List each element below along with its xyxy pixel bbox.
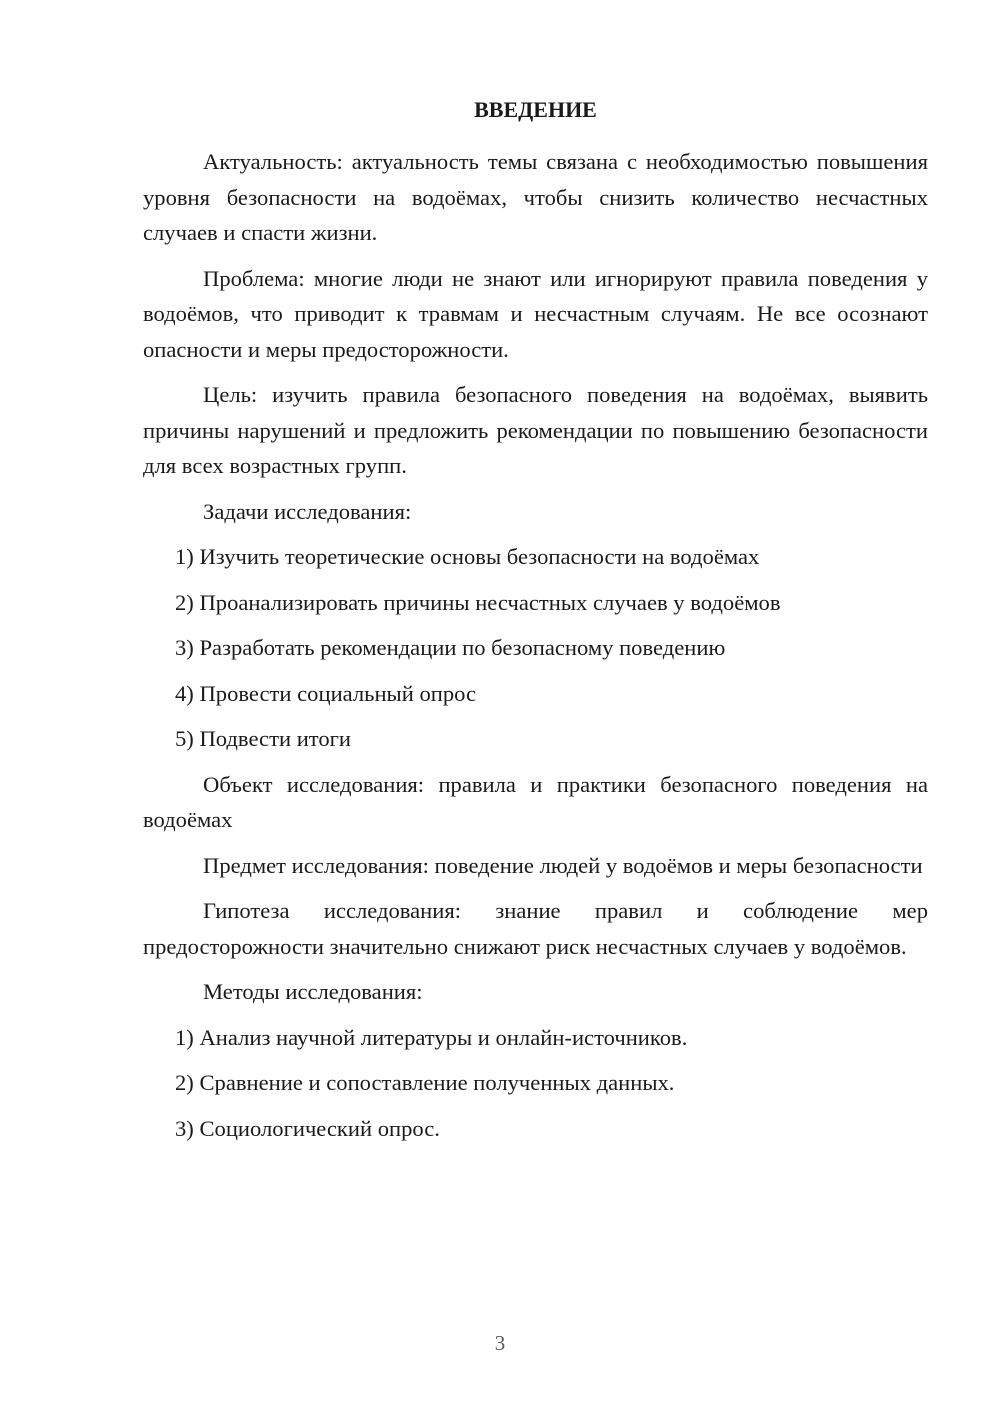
document-page [143, 92, 928, 1156]
tasks-list [143, 539, 928, 757]
list-item: 2) Сравнение и сопоставление полученных данных. [175, 1070, 675, 1095]
methods-label: Методы исследования: [203, 979, 423, 1004]
hypothesis-paragraph: Гипотеза исследования: знание правил и соблюдение мер предосторожности значительно снижают риск несчастных случаев у водоёмов. [143, 898, 928, 959]
list-item: 3) Социологический опрос. [175, 1115, 440, 1141]
list-item: 4) Провести социальный опрос [175, 680, 477, 706]
tasks-label: Задачи исследования: [203, 498, 412, 524]
list-item: 2) Проанализировать причины несчастных случаев у водоёмов [175, 589, 781, 615]
section-title: ВВЕДЕНИЕ [474, 97, 597, 122]
list-item: 1) Анализ научной литературы и онлайн-источников. [175, 1024, 688, 1050]
subject-paragraph: Предмет исследования: поведение людей у водоёмов и меры безопасности [203, 852, 923, 878]
list-item: 3) Разработать рекомендации по безопасному поведению [175, 635, 726, 660]
problem-paragraph: Проблема: многие люди не знают или игнорируют правила поведения у водоёмов, что приводит к травмам и несчастным случаям. Не все осознают опасности и меры предосторожности. [143, 265, 928, 362]
list-item: 1) Изучить теоретические основы безопасности на водоёмах [175, 544, 760, 569]
relevance-paragraph: Актуальность: актуальность темы связана с необходимостью повышения уровня безопасности на водоёмах, чтобы снизить количество несчастных случаев и спасти жизни. [143, 149, 928, 245]
goal-paragraph: Цель: изучить правила безопасного поведения на водоёмах, выявить причины нарушений и предложить рекомендации по повышению безопасности для всех возрастных групп. [143, 382, 928, 478]
list-item: 5) Подвести итоги [175, 726, 352, 751]
methods-list [143, 1020, 928, 1147]
page-number: 3 [494, 1331, 506, 1355]
object-paragraph: Объект исследования: правила и практики безопасного поведения на водоёмах [143, 771, 928, 832]
